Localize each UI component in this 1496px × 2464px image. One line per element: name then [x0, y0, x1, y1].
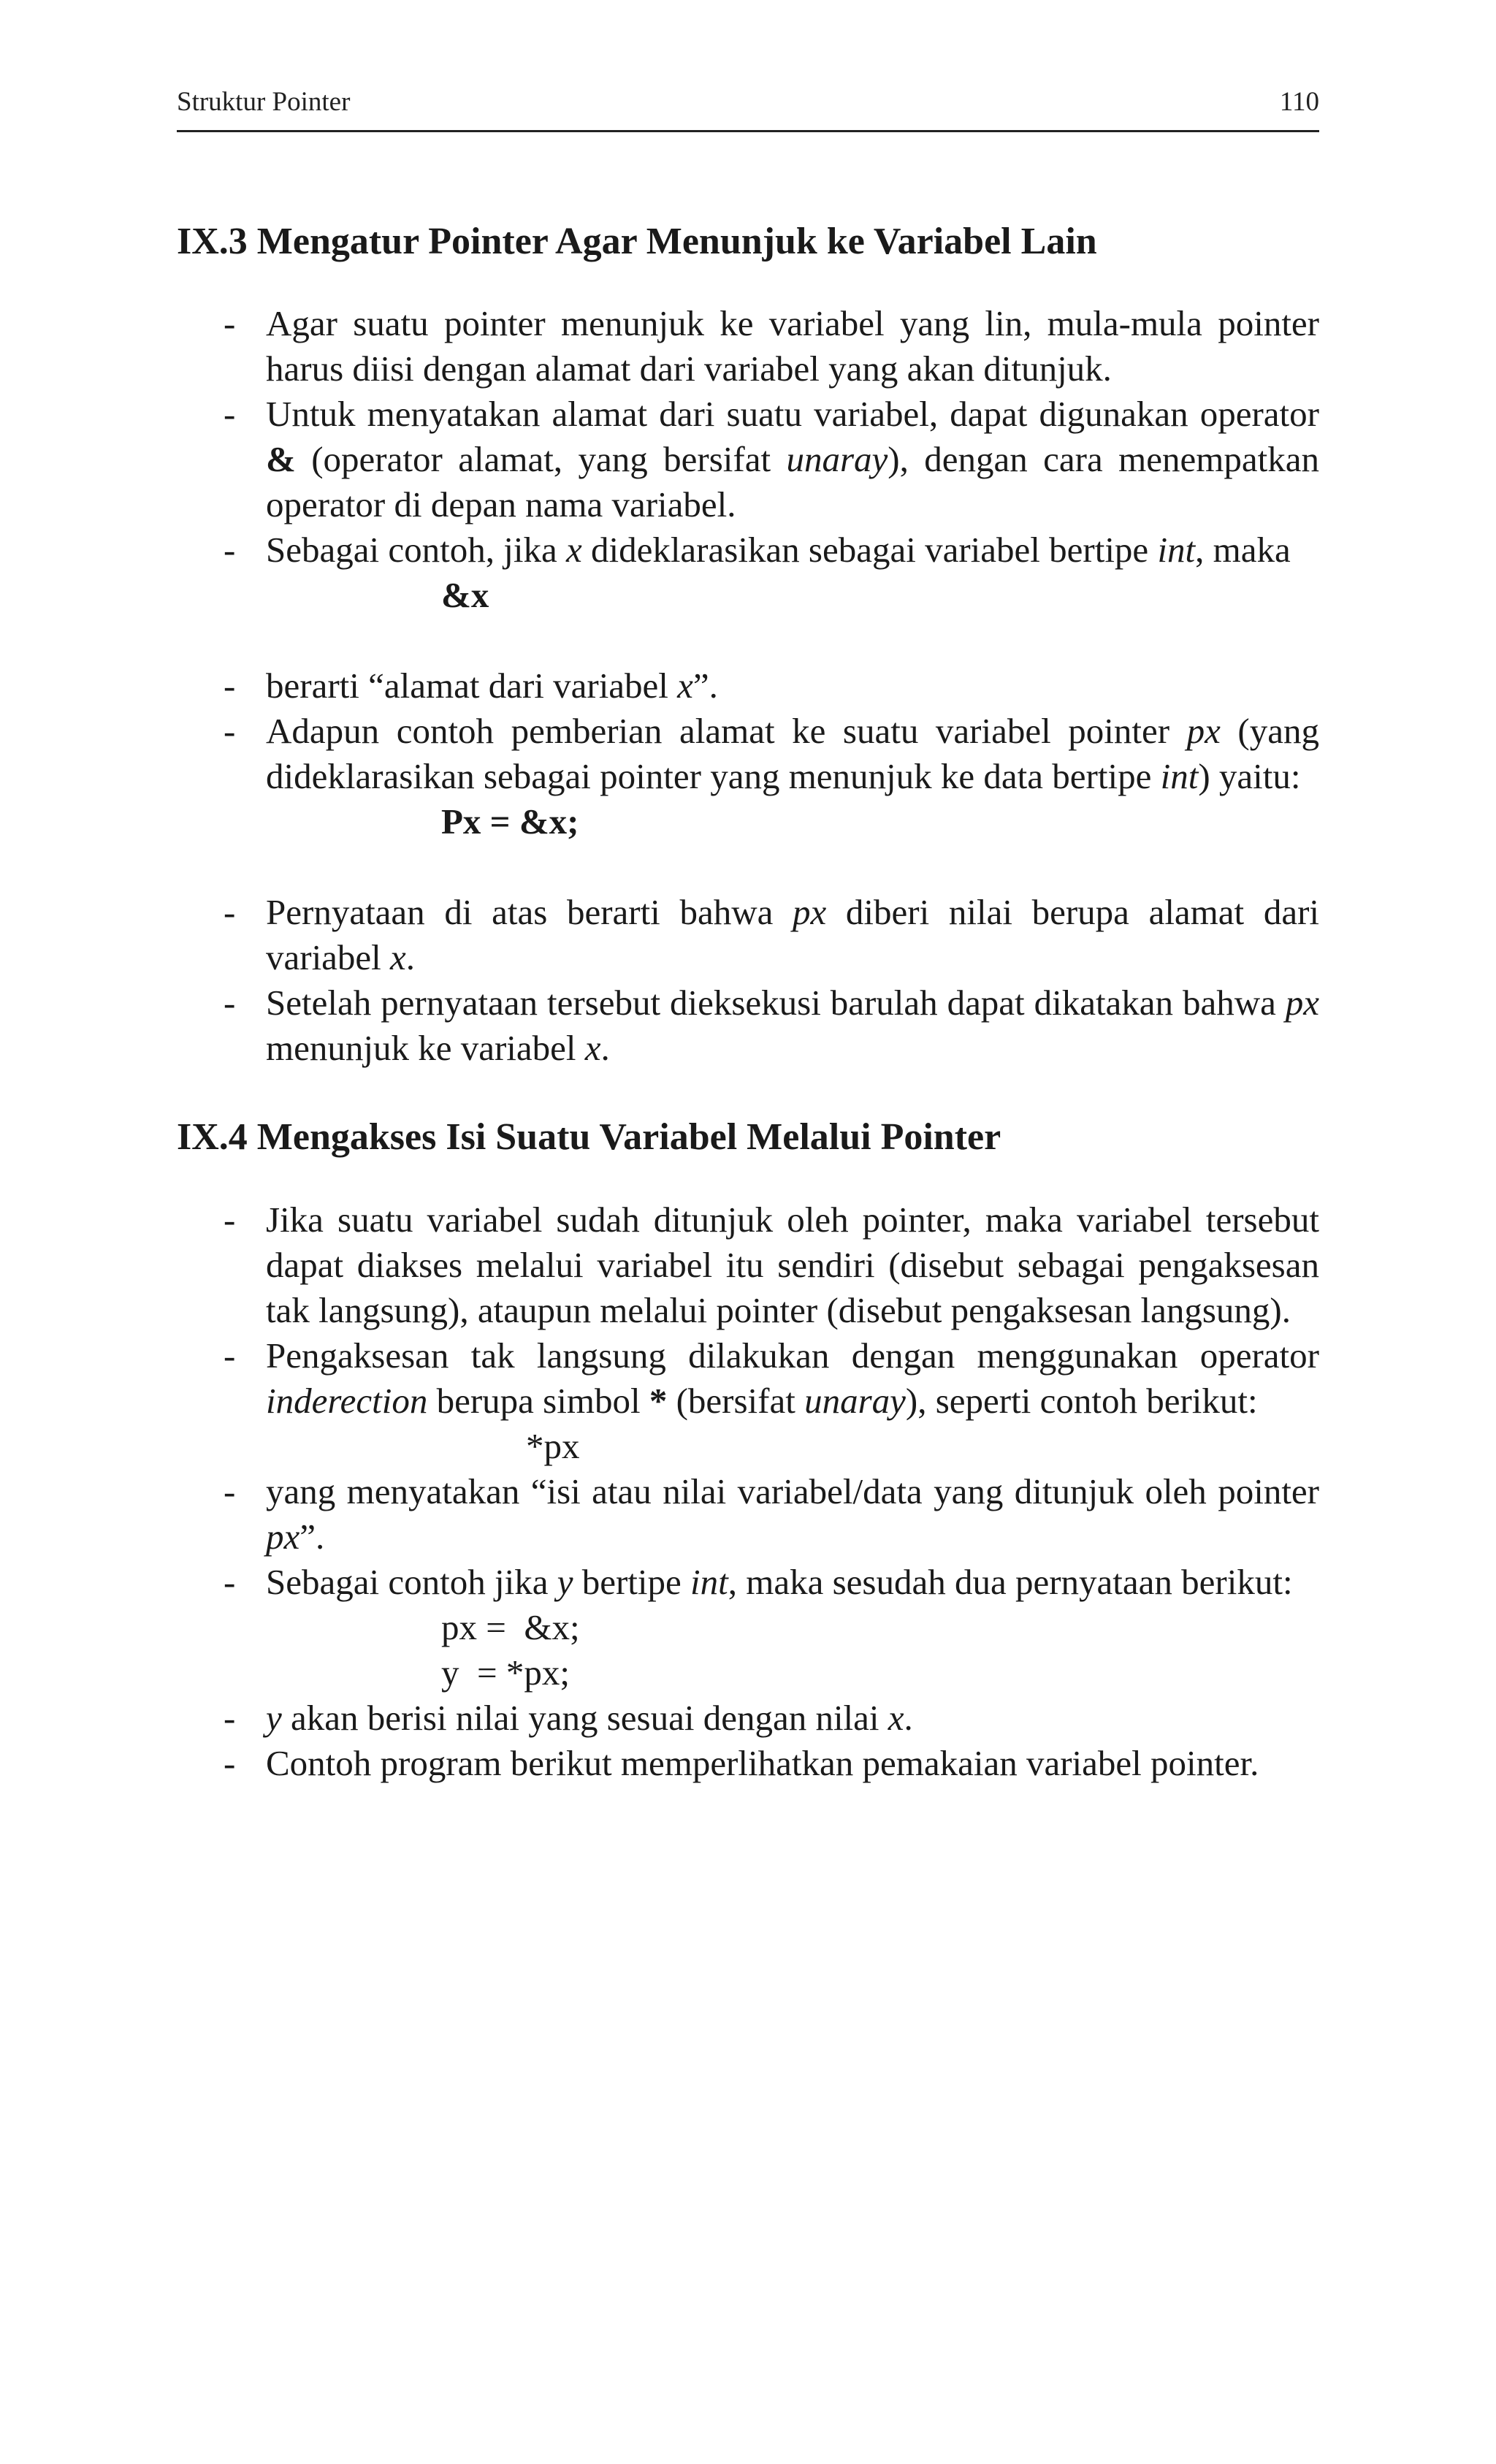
code-statement-1: px = &x;: [441, 1606, 580, 1647]
bullet-list-ix4-b: [177, 1469, 1319, 1605]
list-item: - y akan berisi nilai yang sesuai dengan nilai x.: [177, 1696, 1319, 1741]
code-pointer-assign: Px = &x;: [441, 801, 579, 842]
header-rule: [177, 130, 1319, 132]
list-item: - berarti “alamat dari variabel x”.: [177, 663, 1319, 709]
section-heading-ix4: IX.4 Mengakses Isi Suatu Variabel Melalui Pointer: [177, 1116, 1001, 1159]
running-header: [177, 86, 1319, 118]
page-content: [177, 219, 1319, 1786]
section-heading-ix3: IX.3 Mengatur Pointer Agar Menunjuk ke Variabel Lain: [177, 221, 1097, 262]
code-indirection: *px: [526, 1425, 580, 1466]
bullet-list-ix4: [177, 1197, 1319, 1424]
list-item: - Sebagai contoh, jika x dideklarasikan sebagai variabel bertipe int, maka: [177, 527, 1319, 573]
list-item: - yang menyatakan “isi atau nilai variabel/data yang ditunjuk oleh pointer px”.: [177, 1469, 1319, 1560]
list-item: - Pengaksesan tak langsung dilakukan dengan menggunakan operator inderection berupa simbol * (bersifat unaray), seperti contoh berikut:: [177, 1333, 1319, 1424]
list-item: - Adapun contoh pemberian alamat ke suatu variabel pointer px (yang dideklarasikan sebagai pointer yang menunjuk ke data bertipe int) yaitu:: [177, 709, 1319, 799]
code-statement-2: y = *px;: [441, 1652, 570, 1693]
list-item: - Setelah pernyataan tersebut dieksekusi barulah dapat dikatakan bahwa px menunjuk ke variabel x.: [177, 980, 1319, 1071]
list-item: - Pernyataan di atas berarti bahwa px diberi nilai berupa alamat dari variabel x.: [177, 890, 1319, 980]
list-item: - Contoh program berikut memperlihatkan pemakaian variabel pointer.: [177, 1741, 1319, 1786]
page-number: 110: [1279, 87, 1319, 117]
header-title: Struktur Pointer: [177, 87, 351, 117]
list-item: - Agar suatu pointer menunjuk ke variabel yang lin, mula-mula pointer harus diisi dengan alamat dari variabel yang akan ditunjuk.: [177, 301, 1319, 392]
list-item: - Sebagai contoh jika y bertipe int, maka sesudah dua pernyataan berikut:: [177, 1560, 1319, 1605]
code-address-of: &x: [441, 575, 489, 616]
list-item: - Jika suatu variabel sudah ditunjuk oleh pointer, maka variabel tersebut dapat diakses melalui variabel itu sendiri (disebut sebagai pengaksesan tak langsung), ataupun melalui pointer (disebut pengaksesan langsung).: [177, 1197, 1319, 1333]
bullet-list-ix4-c: [177, 1696, 1319, 1786]
bullet-list-ix3: [177, 301, 1319, 573]
list-item: - Untuk menyatakan alamat dari suatu variabel, dapat digunakan operator & (operator alamat, yang bersifat unaray), dengan cara menempatkan operator di depan nama variabel.: [177, 392, 1319, 527]
bullet-list-ix3-c: [177, 890, 1319, 1071]
bullet-list-ix3-b: [177, 663, 1319, 799]
